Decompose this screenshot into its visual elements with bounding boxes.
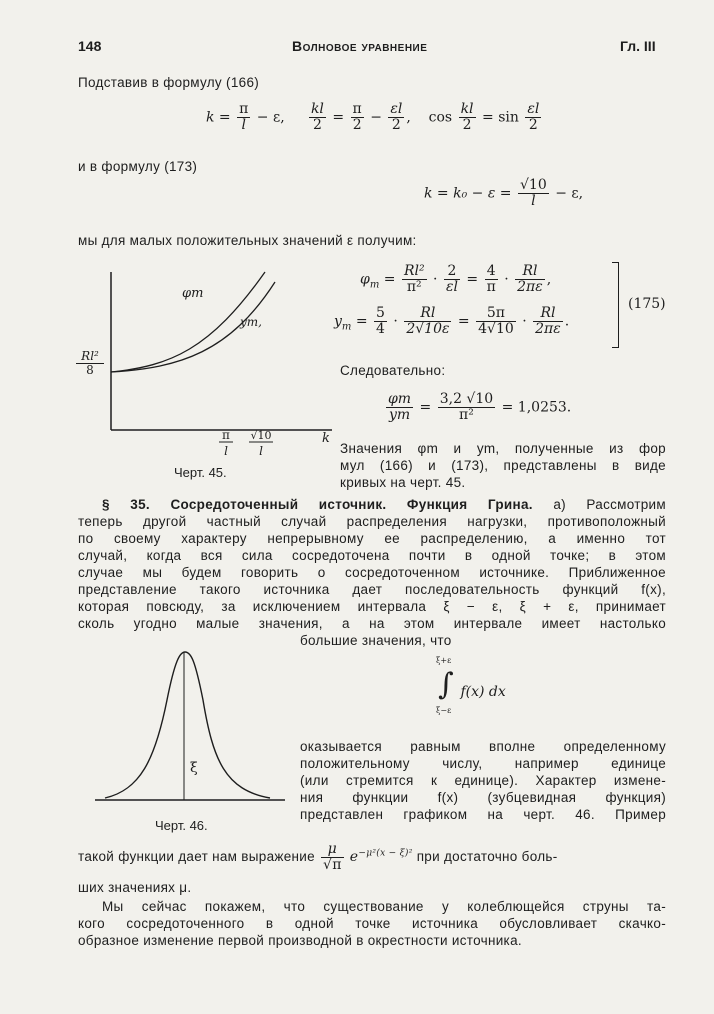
text-para3: мы для малых положительных значений ε получим: <box>78 233 417 248</box>
example-exp-power: −μ²(x − ξ)² <box>358 848 413 859</box>
integral-formula <box>436 656 506 718</box>
fig45-label-y: ym, <box>240 315 262 329</box>
eq175-phi-f1-num: Rl² <box>403 263 425 279</box>
fig45-x-axis-label: k <box>322 431 330 446</box>
f166-k: k <box>206 109 215 126</box>
eq175-y: y <box>334 313 342 330</box>
fig45-xtick2-den: l <box>259 444 263 458</box>
pai-line-1: положительному числу, например единице <box>300 756 666 771</box>
f166-two-3: 2 <box>391 117 401 133</box>
fig46-xi-label: ξ <box>190 760 198 776</box>
section-35-line-6: которая повсюду, за исключением интервала ξ − ε, ξ + ε, принимает <box>78 599 666 614</box>
example-exp: e <box>349 849 359 866</box>
f173-sqrt10: √10 <box>520 177 547 193</box>
f166-pi: π <box>239 101 249 117</box>
section-35-line-5: представление такого источника дает последовательность функций f(x), <box>78 582 666 597</box>
example-right: при достаточно боль- <box>416 849 558 865</box>
f166-two: 2 <box>312 117 322 133</box>
eq175-y-sub: m <box>341 321 352 333</box>
fig45-y-label <box>76 350 104 377</box>
section-35-line-8: большие значения, что <box>300 633 452 648</box>
eq175-y-f4-den: 2πε <box>535 321 561 337</box>
running-title: Волновое уравнение <box>292 38 428 54</box>
final-line-2: образное изменение первой производной в окрестности источника. <box>78 933 522 948</box>
eq175-phi-f2-num: 2 <box>444 264 460 280</box>
f166-two-2: 2 <box>352 117 362 133</box>
values-text <box>340 440 666 491</box>
integral-body: f(x) dx <box>460 684 506 700</box>
f166-eps-l-2: εl <box>527 101 540 117</box>
section-35-heading: § 35. Сосредоточенный источник. Функция Грина. <box>102 497 533 512</box>
fig45-y-label-num: Rl² <box>76 350 104 364</box>
values-line-1: Значения φm и ym, полученные из фор <box>340 441 666 456</box>
eq175-number: (175) <box>628 296 666 312</box>
eq175-phi-sub: m <box>369 279 380 291</box>
fig45-xtick1-num: π <box>222 428 230 442</box>
formula-166: k = $\frac{\pi}{l}$ − ε, $\frac{kl}{2}$ = $\frac{\pi}{2}$ − $\frac{\varepsilon l}{2}$ , cos $\frac{kl}{2}$ = sin $\frac{\varepsilon l}{2}$ <box>206 101 540 133</box>
integral-sign-wrap <box>436 656 456 718</box>
fig45-label-phi: φm <box>182 286 204 301</box>
eq175-brace <box>612 262 619 348</box>
f166-sin: sin <box>498 109 519 126</box>
para-after-integral <box>300 738 666 823</box>
final-paragraph <box>78 898 666 949</box>
pai-line-3: ния функции f(x) (зубцевидная функция) <box>300 790 666 805</box>
final-line-1: кого сосредоточенного в одной точке источника обусловливает скачко- <box>78 916 666 931</box>
fig45-caption: Черт. 45. <box>174 465 227 480</box>
last-line-cont: ших значениях μ. <box>78 880 192 895</box>
f166-l: l <box>241 117 246 133</box>
f173-l: l <box>531 193 536 209</box>
values-line-3: кривых на черт. 45. <box>340 475 466 490</box>
f166-minus-eps: − ε, <box>256 109 285 126</box>
page-number: 148 <box>78 38 102 54</box>
eq175-phi: φ <box>360 271 370 288</box>
figure-46 <box>95 640 285 820</box>
fig46-caption: Черт. 46. <box>155 818 208 833</box>
fig45-y-label-den: 8 <box>86 363 94 377</box>
section-35-line-4: случае мы будем говорить о сосредоточенном источнике. Приближенное <box>78 565 666 580</box>
example-mu: μ <box>321 842 344 858</box>
text-consequently: Следовательно: <box>340 363 446 378</box>
ratio-result: = 1,0253. <box>501 399 572 416</box>
final-line-0: Мы сейчас покажем, что существование у колеблющейся струны та- <box>102 899 666 914</box>
integral-sign: ∫ <box>438 667 454 702</box>
f166-kl: kl <box>310 101 324 117</box>
section-35-line-0: а) Рассмотрим <box>553 497 666 512</box>
f166-eps-l: εl <box>390 101 403 117</box>
fig45-xtick1-den: l <box>224 444 228 458</box>
f173-tail: − ε, <box>555 185 584 202</box>
section-35-line-1: теперь другой частный случай распределения нагрузки, противоположный <box>78 514 666 529</box>
eq175-y-f4-num: Rl <box>533 306 563 322</box>
eq175-line-phi: $\varphi_m$ = $\frac{\text{Rl²}}{\text{π²}}$ · $\frac{2}{\varepsilon l}$ = $\frac{4}{\pi}$ · $\frac{Rl}{2\pi\varepsilon}$ , <box>360 263 552 295</box>
example-sqrt-pi: √π <box>323 857 342 873</box>
eq175-y-f3-num: 5π <box>476 306 516 322</box>
section-35-line-7: сколь угодно малые значения, а на этом интервале имеет настолько <box>78 616 666 631</box>
eq175-phi-f4-num: Rl <box>515 264 545 280</box>
f166-cos: cos <box>428 109 453 126</box>
eq175-phi-f4-den: 2πε <box>517 279 543 295</box>
pai-line-4: представлен графиком на черт. 46. Пример <box>300 807 666 822</box>
ratio-num-lhs: φm <box>388 391 412 407</box>
chapter-label: Гл. III <box>620 38 656 54</box>
eq175-y-f1-num: 5 <box>376 305 385 321</box>
example-line <box>78 842 558 873</box>
eq175-line-y: $y_m$ = $\frac{5}{4}$ · $\frac{Rl}{2√10\varepsilon}$ = $\frac{5\pi}{4√10}$ · $\frac{Rl}{2\pi\varepsilon}$ . <box>334 305 570 337</box>
integral-upper: ξ+ε <box>436 656 452 665</box>
f173-lhs: k = k₀ − ε = <box>424 185 512 202</box>
eq175-phi-f3-num: 4 <box>485 264 498 280</box>
fig46-bell-curve <box>105 652 270 798</box>
text-para2: и в формулу (173) <box>78 159 198 174</box>
section-35-line-3: случай, когда вся сила сосредоточена почти в одной точке; в этом <box>78 548 666 563</box>
f166-two-4: 2 <box>462 117 472 133</box>
f166-two-5: 2 <box>528 117 538 133</box>
eq175-phi-f2-den: εl <box>445 279 458 295</box>
pai-line-2: (или стремится к единице). Характер измене- <box>300 773 666 788</box>
section-35-first-line <box>78 496 666 513</box>
ratio-den-rhs: π² <box>459 407 474 423</box>
eq175-y-f2-den: 2√10ε <box>406 321 450 337</box>
f166-kl-2: kl <box>460 101 474 117</box>
eq175-phi-f3-den: π <box>486 279 496 295</box>
ratio-den-lhs: ym <box>388 407 411 423</box>
section-35-line-2: по своему характеру непрерывному ее распределению, а именно тот <box>78 531 666 546</box>
section-35 <box>78 496 666 632</box>
example-left: такой функции дает нам выражение <box>78 849 315 865</box>
formula-173 <box>424 178 583 209</box>
values-line-2: мул (166) и (173), представлены в виде <box>340 458 666 473</box>
ratio-formula: $\frac{\varphi m}{ym}$ = $\frac{3,2 √10}{\text{π²}}$ = 1,0253. <box>388 391 572 423</box>
integral-lower: ξ−ε <box>436 706 452 715</box>
eq175-y-f1-den: 4 <box>376 321 385 337</box>
eq175-phi-f1-den: π² <box>406 279 422 295</box>
f166-pi-2: π <box>352 101 362 117</box>
ratio-num-rhs: 3,2 √10 <box>439 391 494 407</box>
text-para1: Подставив в формулу (166) <box>78 75 260 90</box>
fig45-xtick2-num: √10 <box>250 429 272 442</box>
eq175-y-f3-den: 4√10 <box>478 321 514 337</box>
eq175-y-f2-num: Rl <box>404 306 451 322</box>
figure-45 <box>100 262 340 472</box>
pai-line-0: оказывается равным вполне определенному <box>300 739 666 754</box>
